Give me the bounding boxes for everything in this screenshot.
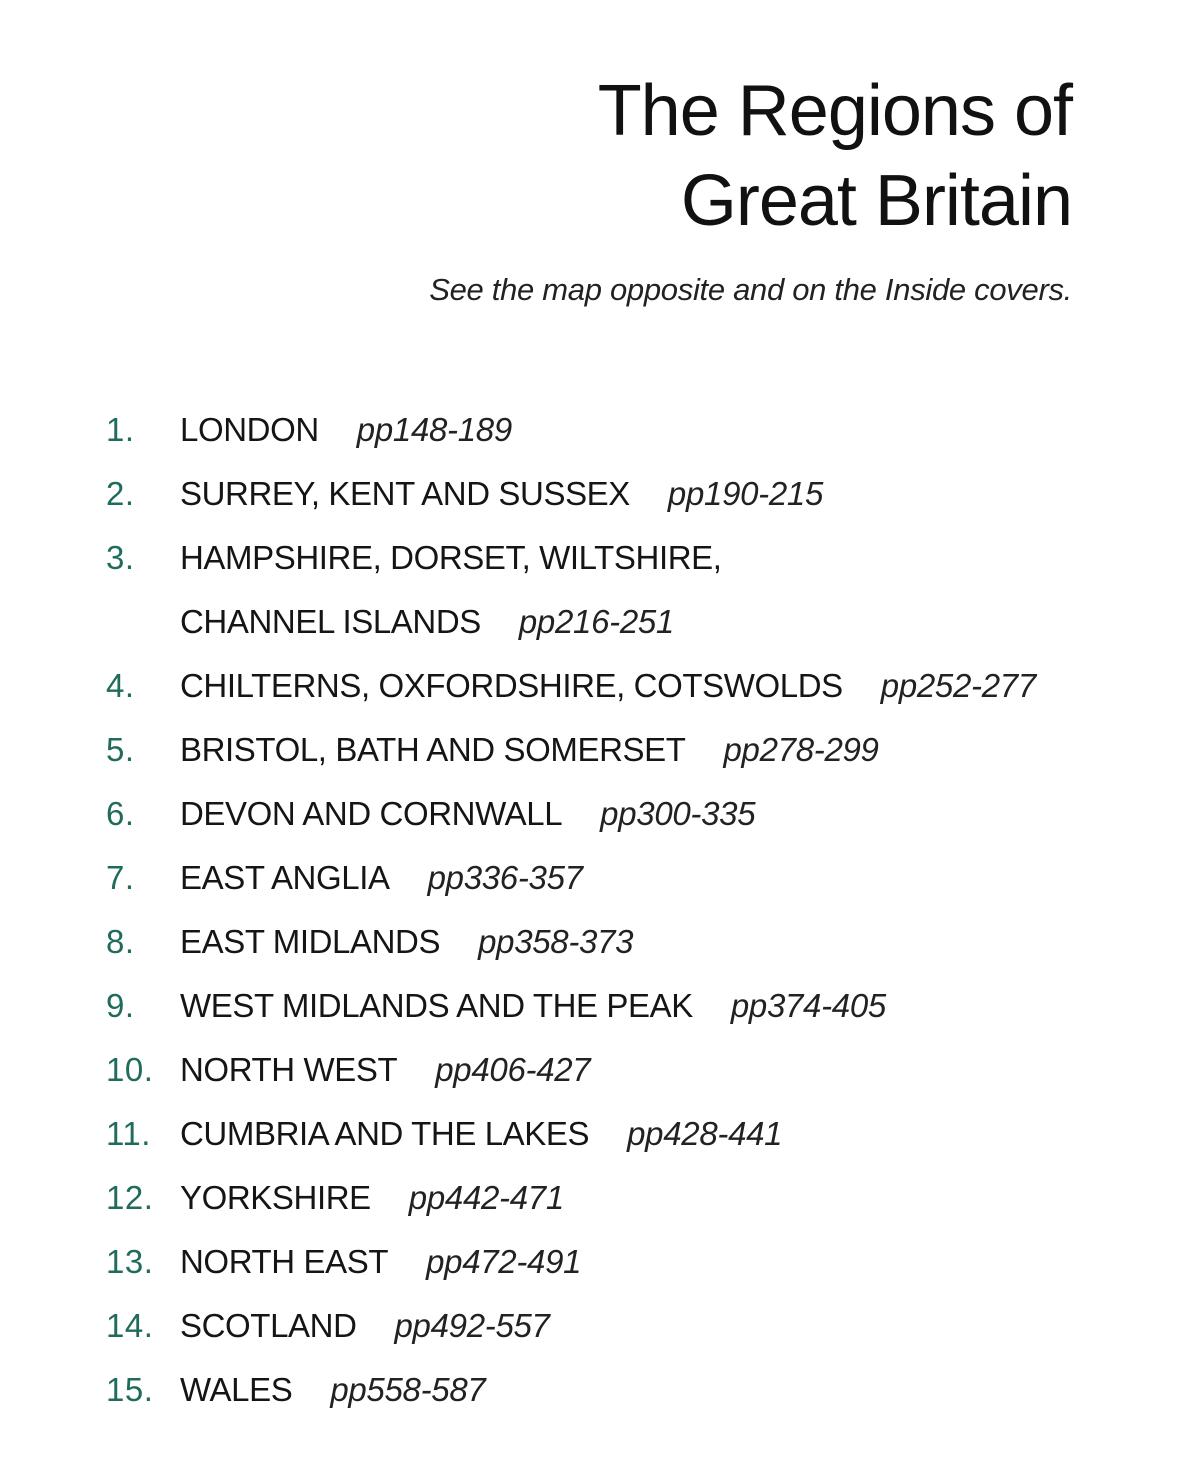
region-pages: pp428-441: [627, 1115, 783, 1152]
region-pages: pp406-427: [435, 1051, 591, 1088]
region-number: 3.: [106, 539, 135, 576]
region-item: [0, 910, 1180, 974]
region-name: SCOTLAND: [180, 1307, 357, 1344]
region-name: SURREY, KENT AND SUSSEX: [180, 475, 630, 512]
region-line: [180, 462, 1140, 526]
region-item: [0, 1294, 1180, 1358]
region-body: [180, 1166, 1180, 1230]
region-name: CHANNEL ISLANDS: [180, 603, 481, 640]
region-item: [0, 1358, 1180, 1422]
region-line: [180, 846, 1140, 910]
region-item: [0, 718, 1180, 782]
region-item: [0, 654, 1180, 718]
region-name: BRISTOL, BATH AND SOMERSET: [180, 731, 686, 768]
region-name: EAST ANGLIA: [180, 859, 390, 896]
region-number: 10.: [106, 1051, 154, 1088]
region-body: [180, 1294, 1180, 1358]
region-pages: pp492-557: [394, 1307, 550, 1344]
region-body: [180, 1038, 1180, 1102]
region-body: [180, 974, 1180, 1038]
region-number: 4.: [106, 667, 135, 704]
title-line-1: The Regions of: [597, 71, 1072, 151]
region-name: NORTH WEST: [180, 1051, 398, 1088]
region-line: [180, 590, 1140, 654]
region-pages: pp442-471: [408, 1179, 564, 1216]
region-item: [0, 846, 1180, 910]
region-item: [0, 1102, 1180, 1166]
region-line: [180, 1166, 1140, 1230]
region-pages: pp472-491: [426, 1243, 582, 1280]
region-number: 11.: [106, 1115, 151, 1152]
region-name: DEVON AND CORNWALL: [180, 795, 563, 832]
region-item: [0, 1166, 1180, 1230]
region-item: [0, 1230, 1180, 1294]
region-line: [180, 1038, 1140, 1102]
region-pages: pp558-587: [330, 1371, 486, 1408]
region-line: [180, 718, 1140, 782]
region-line: [180, 782, 1140, 846]
title-line-2: Great Britain: [680, 161, 1072, 241]
region-pages: pp252-277: [880, 667, 1036, 704]
region-body: [180, 846, 1180, 910]
region-line: [180, 1230, 1140, 1294]
region-number: 9.: [106, 987, 135, 1024]
region-name: CHILTERNS, OXFORDSHIRE, COTSWOLDS: [180, 667, 843, 704]
region-line: [180, 654, 1140, 718]
region-number: 13.: [106, 1243, 154, 1280]
region-body: [180, 1102, 1180, 1166]
subtitle: See the map opposite and on the Inside covers.: [429, 272, 1072, 307]
region-line: [180, 1102, 1140, 1166]
region-item: [0, 462, 1180, 526]
region-number: 5.: [106, 731, 135, 768]
region-pages: pp278-299: [723, 731, 879, 768]
region-number: 8.: [106, 923, 135, 960]
region-name: WEST MIDLANDS AND THE PEAK: [180, 987, 693, 1024]
region-body: [180, 718, 1180, 782]
region-item: [0, 782, 1180, 846]
region-name: YORKSHIRE: [180, 1179, 371, 1216]
region-number: 1.: [106, 411, 135, 448]
region-line: [180, 526, 1140, 590]
region-body: [180, 398, 1180, 462]
region-pages: pp336-357: [427, 859, 583, 896]
region-name: EAST MIDLANDS: [180, 923, 441, 960]
region-name: WALES: [180, 1371, 293, 1408]
region-number: 14.: [106, 1307, 154, 1344]
region-body: [180, 910, 1180, 974]
region-item: [0, 526, 1180, 654]
region-number: 12.: [106, 1179, 154, 1216]
region-pages: pp216-251: [518, 603, 674, 640]
region-number: 7.: [106, 859, 135, 896]
region-name: HAMPSHIRE, DORSET, WILTSHIRE,: [180, 539, 722, 576]
region-item: [0, 398, 1180, 462]
region-number: 15.: [106, 1371, 154, 1408]
region-pages: pp300-335: [600, 795, 756, 832]
region-item: [0, 1038, 1180, 1102]
region-line: [180, 974, 1140, 1038]
region-item: [0, 974, 1180, 1038]
region-body: [180, 654, 1180, 718]
region-pages: pp148-189: [356, 411, 512, 448]
region-body: [180, 1358, 1180, 1422]
region-body: [180, 526, 1180, 654]
region-line: [180, 910, 1140, 974]
region-pages: pp374-405: [730, 987, 886, 1024]
region-name: NORTH EAST: [180, 1243, 389, 1280]
region-pages: pp358-373: [478, 923, 634, 960]
region-body: [180, 462, 1180, 526]
region-line: [180, 398, 1140, 462]
region-body: [180, 782, 1180, 846]
region-name: CUMBRIA AND THE LAKES: [180, 1115, 590, 1152]
region-line: [180, 1358, 1140, 1422]
region-line: [180, 1294, 1140, 1358]
region-number: 6.: [106, 795, 135, 832]
region-number: 2.: [106, 475, 135, 512]
region-name: LONDON: [180, 411, 319, 448]
region-pages: pp190-215: [667, 475, 824, 512]
region-body: [180, 1230, 1180, 1294]
page-title: [598, 66, 1072, 246]
region-list: [0, 398, 1180, 1422]
